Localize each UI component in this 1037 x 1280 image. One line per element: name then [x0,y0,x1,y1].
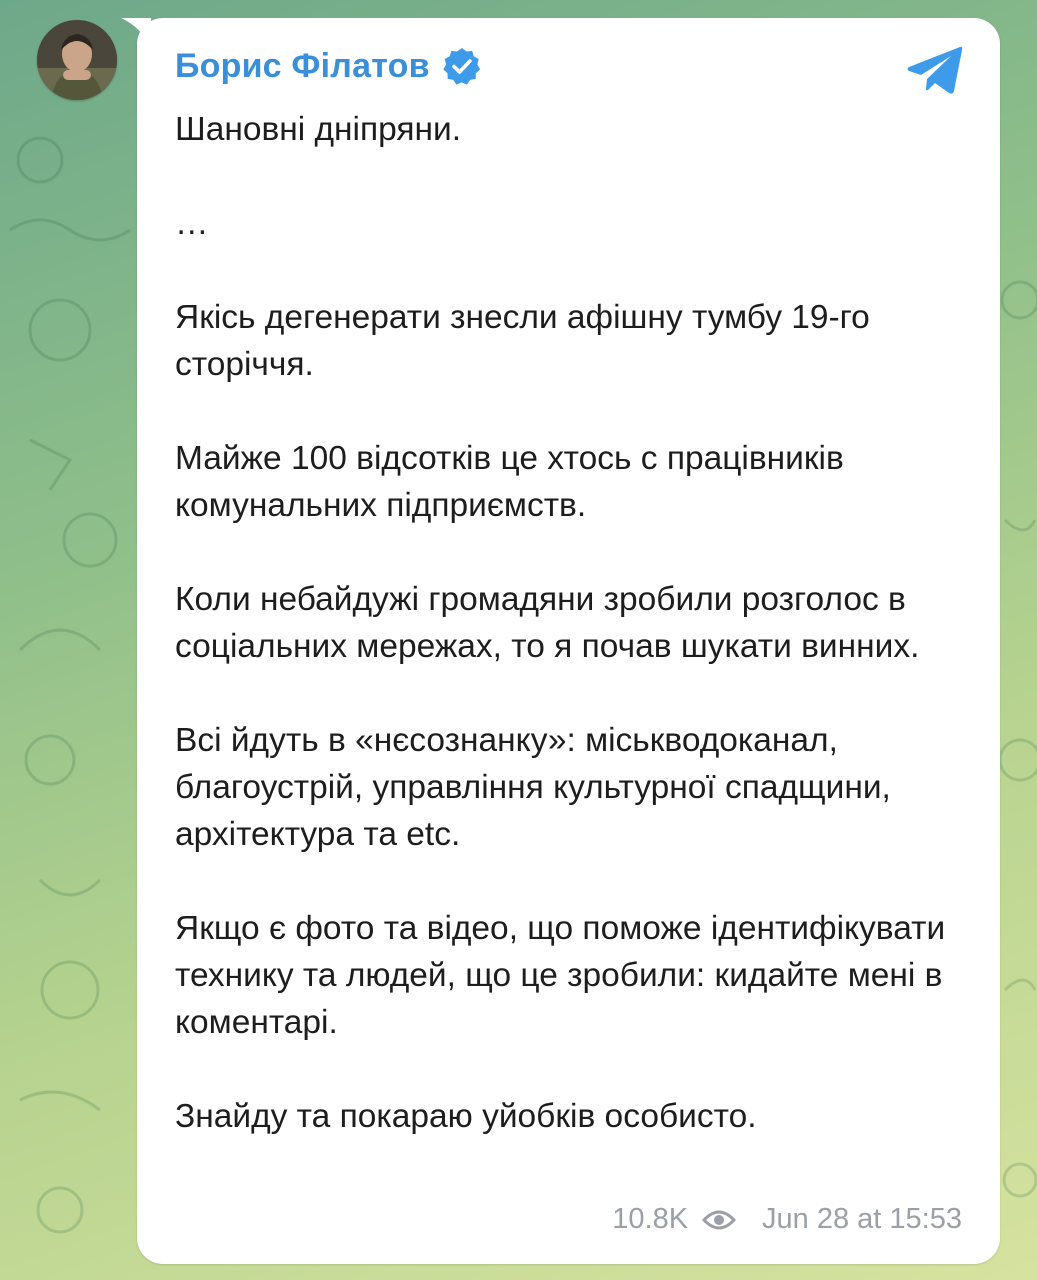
message-paragraph: Майже 100 відсотків це хтось с працівників комунальних підприємств. [175,440,844,524]
message-paragraph: Шановні дніпряни. [175,111,462,148]
message-footer [612,1203,962,1236]
eye-icon [702,1208,736,1232]
channel-avatar[interactable] [37,20,117,100]
message-bubble [137,18,1000,1264]
message-paragraph: … [175,205,209,242]
message-paragraph: Якщо є фото та відео, що поможе ідентифікувати технику та людей, що це зробили: кидайте мені в коментарі. [175,910,946,1041]
message-timestamp: Jun 28 at 15:53 [762,1203,962,1235]
message-paragraph: Всі йдуть в «нєсознанку»: міськводоканал, благоустрій, управління культурної спадщини, архітектура та etc. [175,722,891,853]
message-paragraph: Знайду та покараю уйобків особисто. [175,1098,757,1135]
message-paragraph: Коли небайдужі громадяни зробили розголос в соціальних мережах, то я почав шукати винних. [175,581,920,665]
person-avatar-icon [37,20,117,100]
sender-name[interactable]: Борис Філатов [175,46,430,85]
telegram-icon[interactable] [906,44,964,96]
sender-header[interactable] [175,46,482,86]
message-text [175,106,965,1140]
verified-badge-icon [442,46,482,86]
view-count: 10.8K [612,1203,689,1235]
message-paragraph: Якісь дегенерати знесли афішну тумбу 19-го сторіччя. [175,299,870,383]
